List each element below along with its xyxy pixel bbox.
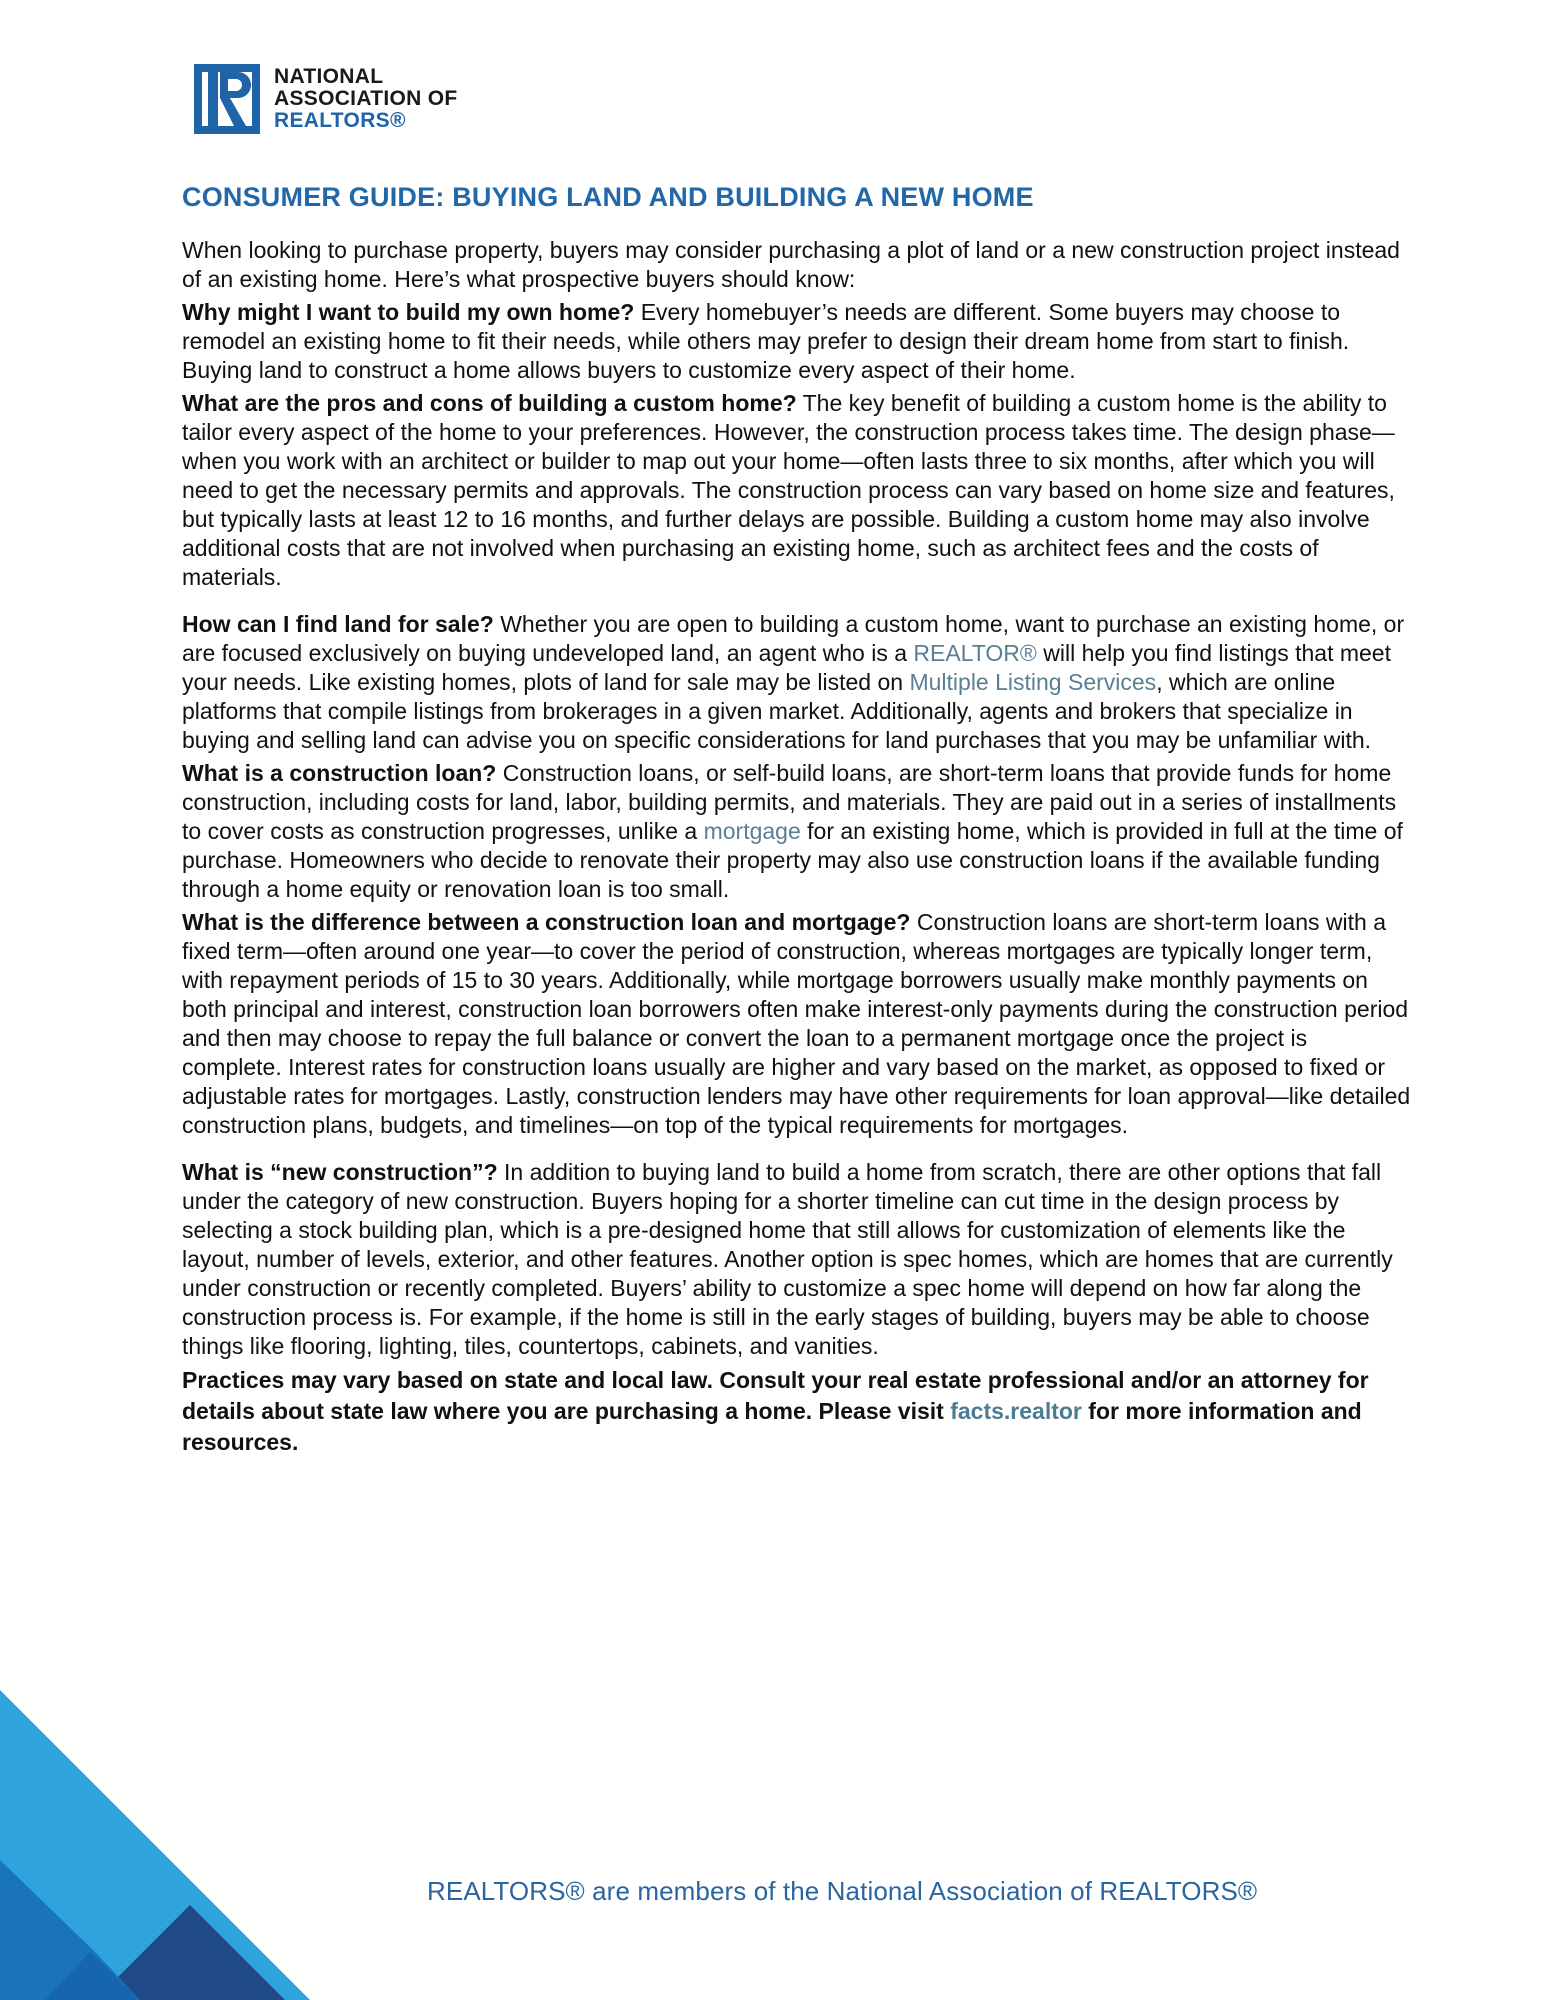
section-heading: How can I find land for sale? — [182, 611, 494, 637]
nar-logo — [194, 64, 457, 134]
section-text: will help you find listings that meet your needs. Like existing homes, plots of land for sale may be listed on — [182, 640, 1391, 695]
section-heading: What is “new construction”? — [182, 1159, 498, 1185]
section-new-construction — [182, 1158, 1412, 1361]
decorative-corner-triangles — [0, 1690, 310, 2000]
section-text: The key benefit of building a custom home is the ability to tailor every aspect of the home to your preferences. However, the construction process takes time. The design phase—when you work with an architect or builder to map out your home—often lasts three to six months, after which you will need to get the necessary permits and approvals. The construction process can vary based on home size and features, but typically lasts at least 12 to 16 months, and further delays are possible. Building a custom home may also involve additional costs that are not involved when purchasing an existing home, such as architect fees and the costs of materials. — [182, 390, 1395, 590]
document-body — [182, 178, 1412, 1458]
section-loan-vs-mortgage — [182, 908, 1412, 1140]
closing-text: for more information and resources. — [182, 1398, 1362, 1455]
section-text: Construction loans are short-term loans with a fixed term—often around one year—to cover the period of construction, whereas mortgages are typically longer term, with repayment periods of 15 to 30 years. Additionally, while mortgage borrowers usually make monthly payments on both principal and interest, construction loan borrowers often make interest-only payments during the construction period and then may choose to repay the full balance or convert the loan to a permanent mortgage once the project is complete. Interest rates for construction loans usually are higher and vary based on the market, as opposed to fixed or adjustable rates for mortgages. Lastly, construction lenders may have other requirements for loan approval—like detailed construction plans, budgets, and timelines—on top of the typical requirements for mortgages. — [182, 909, 1411, 1138]
realtor-link[interactable]: REALTOR® — [913, 640, 1037, 666]
closing-disclaimer — [182, 1365, 1412, 1458]
closing-text: Practices may vary based on state and local law. Consult your real estate professional and/or an attorney for details about state law where you are purchasing a home. Please visit — [182, 1367, 1369, 1424]
section-heading: What are the pros and cons of building a custom home? — [182, 390, 797, 416]
footer-text: REALTORS® are members of the National Association of REALTORS® — [427, 1876, 1258, 1906]
logo-line-3: REALTORS® — [274, 109, 406, 132]
section-text: , which are online platforms that compile listings from brokerages in a given market. Additionally, agents and brokers that specialize in buying and selling land can advise you on specific considerations for land purchases that you may be unfamiliar with. — [182, 669, 1372, 753]
logo-line-1: NATIONAL — [274, 65, 384, 88]
facts-realtor-link[interactable]: facts.realtor — [950, 1398, 1082, 1424]
realtor-r-logo-icon — [194, 64, 260, 134]
section-why-build — [182, 298, 1412, 385]
section-heading: Why might I want to build my own home? — [182, 299, 635, 325]
section-text: for an existing home, which is provided in full at the time of purchase. Homeowners who decide to renovate their property may also use construction loans if the available funding through a home equity or renovation loan is too small. — [182, 818, 1403, 902]
section-heading: What is the difference between a construction loan and mortgage? — [182, 909, 911, 935]
intro-paragraph: When looking to purchase property, buyers may consider purchasing a plot of land or a new construction project instead of an existing home. Here’s what prospective buyers should know: — [182, 237, 1400, 292]
section-pros-cons — [182, 389, 1412, 592]
mortgage-link[interactable]: mortgage — [703, 818, 801, 844]
page-title: CONSUMER GUIDE: BUYING LAND AND BUILDING A NEW HOME — [182, 182, 1034, 212]
section-heading: What is a construction loan? — [182, 760, 497, 786]
section-text: Construction loans, or self-build loans, are short-term loans that provide funds for home construction, including costs for land, labor, building permits, and materials. They are paid out in a series of installments to cover costs as construction progresses, unlike a — [182, 760, 1397, 844]
section-find-land — [182, 610, 1412, 755]
section-text: Whether you are open to building a custom home, want to purchase an existing home, or are focused exclusively on buying undeveloped land, an agent who is a — [182, 611, 1405, 666]
section-text: In addition to buying land to build a home from scratch, there are other options that fall under the category of new construction. Buyers hoping for a shorter timeline can cut time in the design process by selecting a stock building plan, which is a pre-designed home that still allows for customization of elements like the layout, number of levels, exterior, and other features. Another option is spec homes, which are homes that are currently under construction or recently completed. Buyers’ ability to customize a spec home will depend on how far along the construction process is. For example, if the home is still in the early stages of building, buyers may be able to choose things like flooring, lighting, tiles, countertops, cabinets, and vanities. — [182, 1159, 1393, 1359]
section-construction-loan — [182, 759, 1412, 904]
logo-wordmark — [274, 66, 457, 132]
logo-line-2: ASSOCIATION OF — [274, 87, 458, 110]
section-text: Every homebuyer’s needs are different. Some buyers may choose to remodel an existing home to fit their needs, while others may prefer to design their dream home from start to finish. Buying land to construct a home allows buyers to customize every aspect of their home. — [182, 299, 1350, 383]
mls-link[interactable]: Multiple Listing Services — [909, 669, 1157, 695]
